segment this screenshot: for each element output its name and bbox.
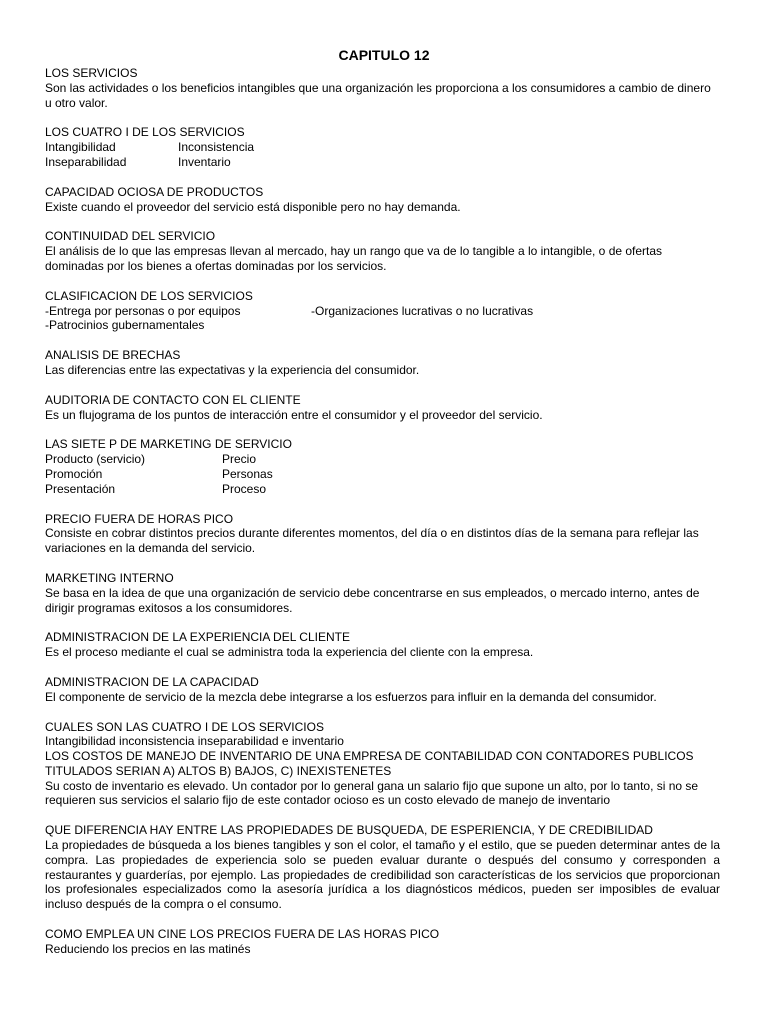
section-body: Existe cuando el proveedor del servicio está disponible pero no hay demanda.	[45, 199, 461, 214]
section-body: Las diferencias entre las expectativas y la experiencia del consumidor.	[45, 362, 420, 377]
page-title: CAPITULO 12	[338, 47, 430, 63]
section-heading: CUALES SON LAS CUATRO I DE LOS SERVICIOS	[45, 719, 324, 734]
section-body: Son las actividades o los beneficios intangibles que una organización les proporciona a los consumidores a cambio de dinero u otro valor.	[45, 80, 711, 110]
section-precio-fuera-horas	[45, 512, 720, 556]
list-item: Inventario	[178, 154, 231, 169]
list-item: Inconsistencia	[178, 140, 255, 155]
section-body: Consiste en cobrar distintos precios durante diferentes momentos, del día o en distintos días de la semana para reflejar las variaciones en la demanda del servicio.	[45, 526, 699, 556]
section-capacidad-ociosa	[45, 185, 720, 215]
list-item: Proceso	[222, 481, 267, 496]
section-heading: ANALISIS DE BRECHAS	[45, 348, 181, 363]
section-heading: QUE DIFERENCIA HAY ENTRE LAS PROPIEDADES DE BUSQUEDA, DE ESPERIENCIA, Y DE CREDIBILIDAD	[45, 823, 653, 838]
list-row	[45, 155, 720, 170]
section-heading: LAS SIETE P DE MARKETING DE SERVICIO	[45, 437, 292, 452]
section-body: La propiedades de búsqueda a los bienes tangibles y son el color, el tamaño y el estilo, que se pueden determinar antes de la compra. Las propiedades de experiencia solo se pueden evaluar durante o después del consumo y corresponden a restaurantes y guarderías, por ejemplo. Las propiedades de credibilidad son características de los servicios que proporcionan los profesionales especializados como la asesoría jurídica a los diagnósticos médicos, pueden ser imposibles de evaluar incluso después de la compra o el consumo.	[45, 838, 720, 912]
list-row	[45, 467, 720, 482]
section-cine	[45, 927, 720, 957]
section-body: Es un flujograma de los puntos de interacción entre el consumidor y el proveedor del servicio.	[45, 407, 543, 422]
section-siete-p	[45, 437, 720, 496]
question-text: LOS COSTOS DE MANEJO DE INVENTARIO DE UNA EMPRESA DE CONTABILIDAD CON CONTADORES PUBLICOS TITULADOS SERIAN A) ALTOS B) BAJOS, C) INEXISTENETES	[45, 749, 694, 778]
section-body: Reduciendo los precios en las matinés	[45, 941, 251, 956]
section-heading: CLASIFICACION DE LOS SERVICIOS	[45, 288, 253, 303]
answer-text: Intangibilidad inconsistencia inseparabilidad e inventario	[45, 734, 344, 749]
list-item: -Entrega por personas o por equipos	[45, 303, 241, 318]
list-item: Producto (servicio)	[45, 452, 146, 467]
section-body: Es el proceso mediante el cual se administra toda la experiencia del cliente con la empresa.	[45, 645, 534, 660]
list-item: -Patrocinios gubernamentales	[45, 318, 205, 333]
section-preguntas-cuatro-i	[45, 720, 720, 809]
list-item: Promoción	[45, 466, 103, 481]
section-administracion-capacidad	[45, 675, 720, 705]
section-body: Se basa en la idea de que una organización de servicio debe concentrarse en sus empleados, o mercado interno, antes de dirigir programas exitosos a los consumidores.	[45, 585, 700, 615]
list-row	[45, 482, 720, 497]
section-heading: ADMINISTRACION DE LA EXPERIENCIA DEL CLIENTE	[45, 630, 350, 645]
section-heading: COMO EMPLEA UN CINE LOS PRECIOS FUERA DE LAS HORAS PICO	[45, 927, 440, 942]
list-item: Presentación	[45, 481, 116, 496]
section-heading: PRECIO FUERA DE HORAS PICO	[45, 511, 234, 526]
list-row	[45, 140, 720, 155]
section-heading: AUDITORIA DE CONTACTO CON EL CLIENTE	[45, 392, 301, 407]
section-heading: ADMINISTRACION DE LA CAPACIDAD	[45, 674, 259, 689]
section-body: El componente de servicio de la mezcla debe integrarse a los esfuerzos para influir en la demanda del consumidor.	[45, 689, 657, 704]
section-heading: CONTINUIDAD DEL SERVICIO	[45, 229, 216, 244]
list-item: Precio	[222, 452, 257, 467]
section-heading: LOS CUATRO I DE LOS SERVICIOS	[45, 125, 245, 140]
section-analisis-brechas	[45, 348, 720, 378]
list-row	[45, 452, 720, 467]
document-content	[45, 66, 720, 972]
section-body: El análisis de lo que las empresas llevan al mercado, hay un rango que va de lo tangible a lo intangible, o de ofertas dominadas por los bienes a ofertas dominadas por los servicios.	[45, 244, 663, 273]
section-heading: MARKETING INTERNO	[45, 570, 174, 585]
section-heading: LOS SERVICIOS	[45, 66, 138, 80]
list-item: -Organizaciones lucrativas o no lucrativas	[311, 303, 534, 318]
list-item: Personas	[222, 466, 273, 481]
section-los-servicios	[45, 66, 720, 110]
section-experiencia-cliente	[45, 630, 720, 660]
section-clasificacion	[45, 289, 720, 333]
list-item: Intangibilidad	[45, 140, 116, 155]
list-item: Inseparabilidad	[45, 154, 127, 169]
answer-text: Su costo de inventario es elevado. Un contador por lo general gana un salario fijo que supone un alto, por lo tanto, si no se requieren sus servicios el salario fijo de este contador ocioso es un costo elevado de manejo de inventario	[45, 778, 699, 808]
section-cuatro-i	[45, 125, 720, 169]
section-auditoria	[45, 393, 720, 423]
section-heading: CAPACIDAD OCIOSA DE PRODUCTOS	[45, 184, 264, 199]
section-continuidad	[45, 229, 720, 273]
list-row	[45, 304, 720, 319]
section-propiedades	[45, 823, 720, 912]
section-marketing-interno	[45, 571, 720, 615]
